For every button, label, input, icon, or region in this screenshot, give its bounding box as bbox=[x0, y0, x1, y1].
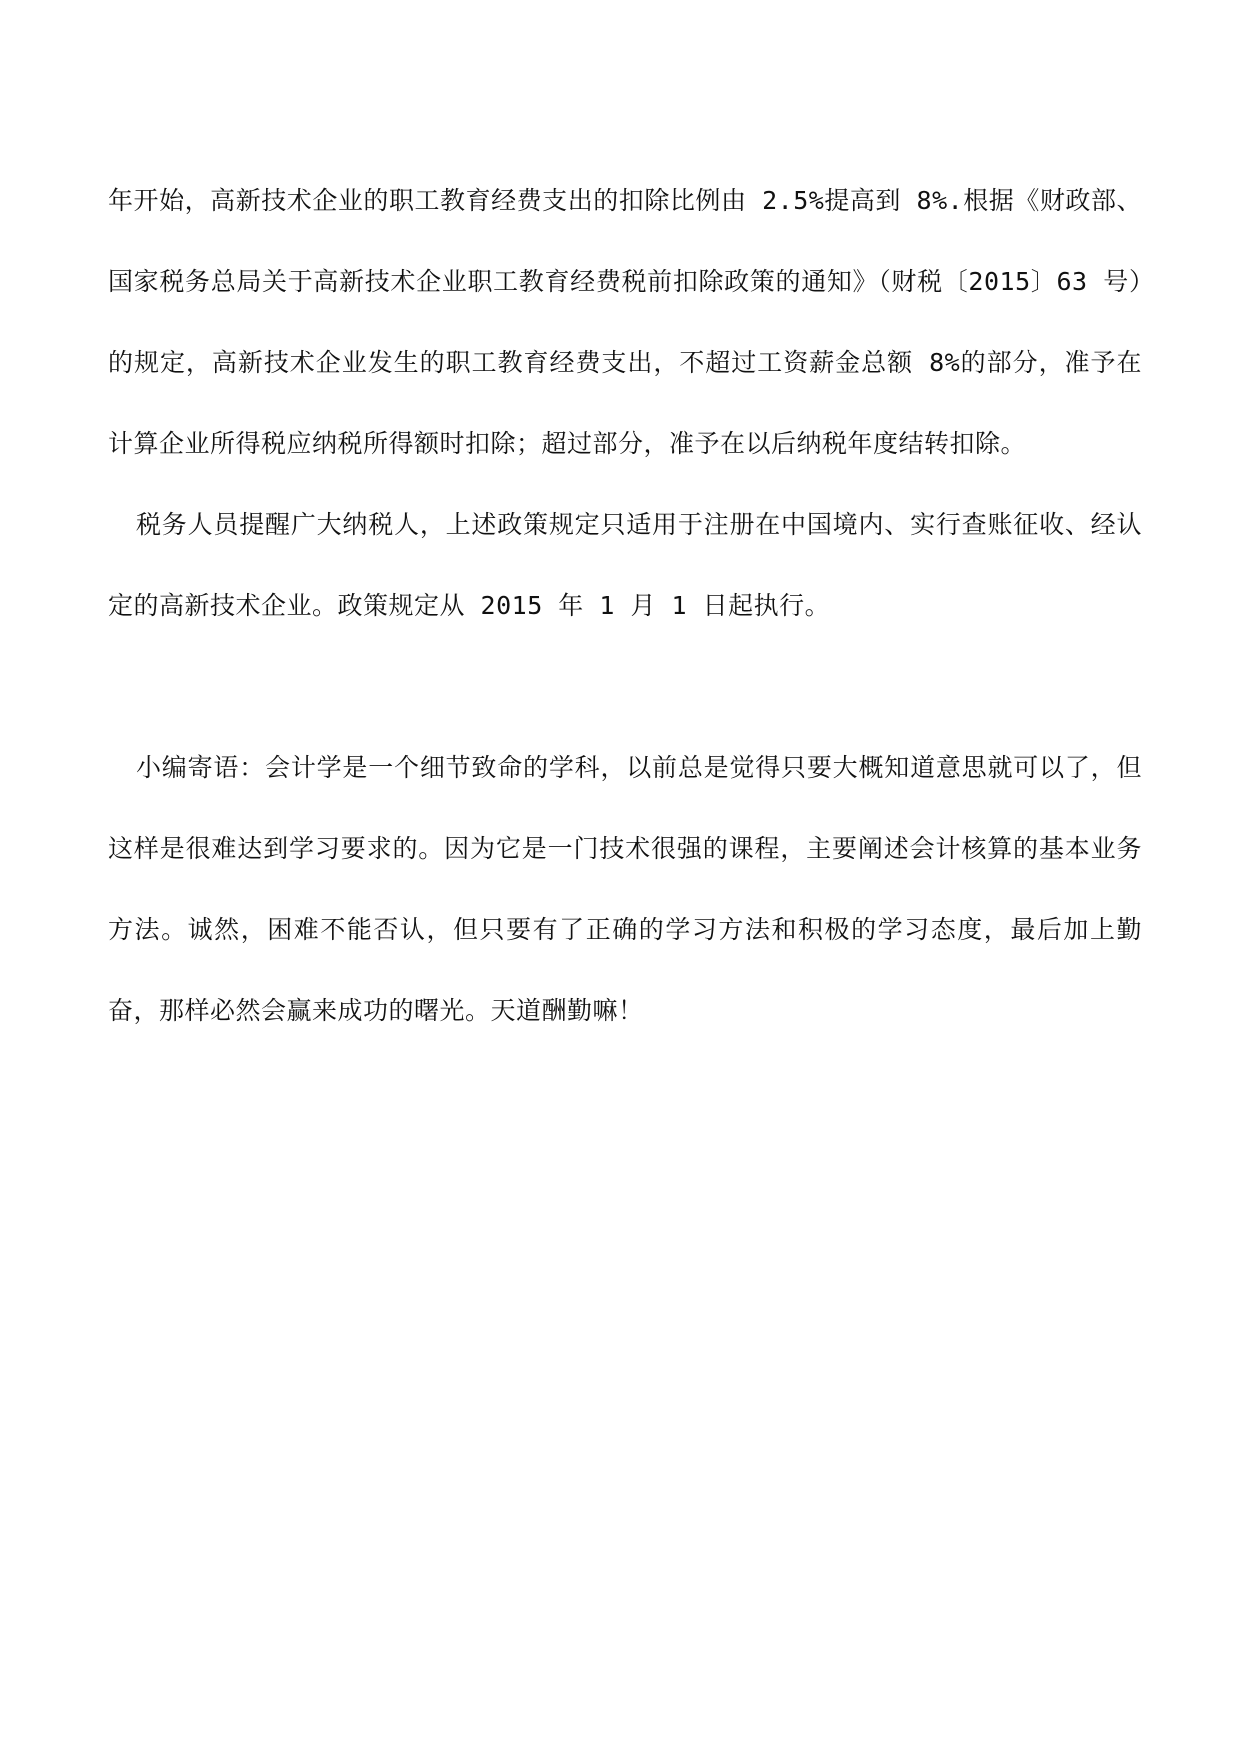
paragraph-policy-deduction: 年开始，高新技术企业的职工教育经费支出的扣除比例由 2.5%提高到 8%.根据《财政部、国家税务总局关于高新技术企业职工教育经费税前扣除政策的通知》（财税〔2015〕63 号）的规定，高新技术企业发生的职工教育经费支出，不超过工资薪金总额 8%的部分，准予在计算企业所得税应纳税所得额时扣除；超过部分，准予在以后纳税年度结转扣除。 bbox=[108, 186, 1142, 458]
document-body bbox=[108, 160, 1142, 1051]
paragraph-editor-note: 小编寄语：会计学是一个细节致命的学科，以前总是觉得只要大概知道意思就可以了，但这样是很难达到学习要求的。因为它是一门技术很强的课程，主要阐述会计核算的基本业务方法。诚然，困难不能否认，但只要有了正确的学习方法和积极的学习态度，最后加上勤奋，那样必然会赢来成功的曙光。天道酬勤嘛！ bbox=[108, 753, 1142, 1025]
paragraph-tax-reminder: 税务人员提醒广大纳税人，上述政策规定只适用于注册在中国境内、实行查账征收、经认定的高新技术企业。政策规定从 2015 年 1 月 1 日起执行。 bbox=[108, 510, 1142, 620]
paragraph-spacer bbox=[108, 646, 1142, 727]
